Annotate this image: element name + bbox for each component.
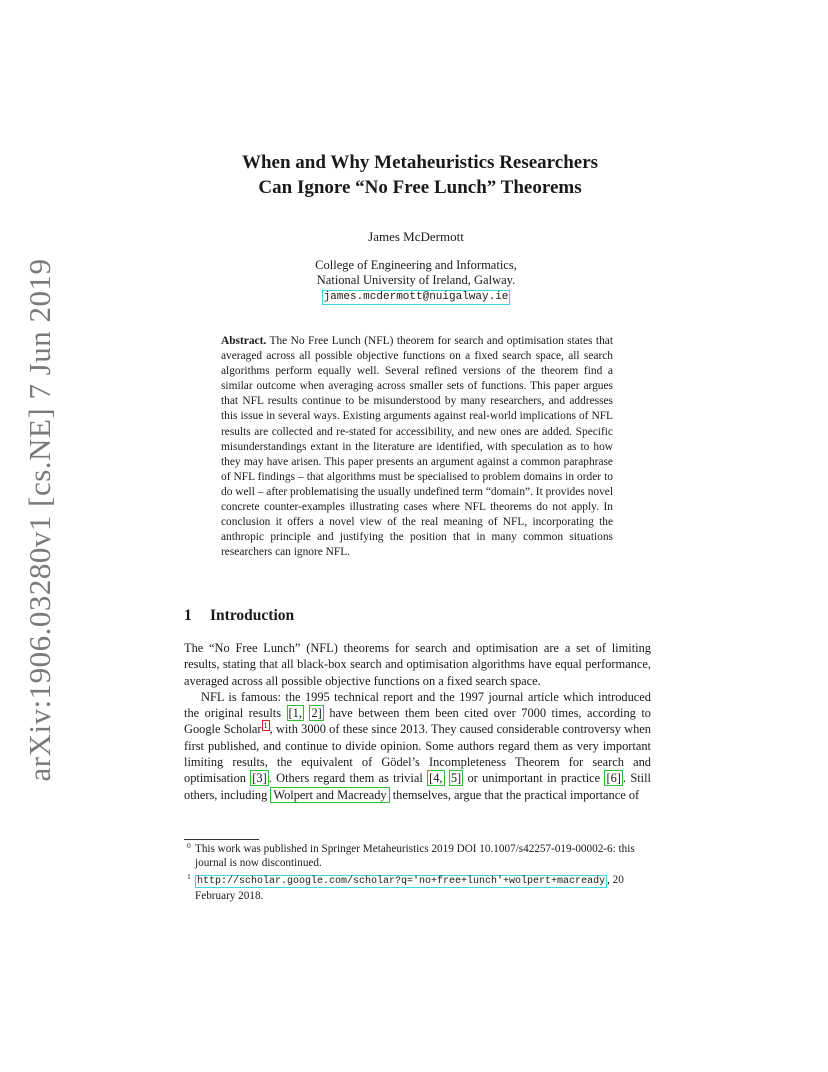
footnote-0 [184,842,652,871]
footnotes [184,842,652,905]
paragraph-2-text-c: , with 3000 of these since 2013. They caused considerable controversy when first published, and continue to divide opinion. Some authors regard them as very important limiting results, the equivalent of Gödel’s Incompleteness Theorem for search and optimisation [184,722,651,786]
abstract-heading: Abstract. [221,335,267,347]
affiliation-line-1: College of Engineering and Informatics, [315,258,517,272]
citation-link-5[interactable]: 5] [450,771,462,786]
footnote-url-link[interactable]: http://scholar.google.com/scholar?q='no+free+lunch'+wolpert+macready [197,875,606,887]
paragraph-2 [184,689,651,803]
footnote-0-text: This work was published in Springer Metaheuristics 2019 DOI 10.1007/s42257-019-00002-6: this journal is now discontinued. [195,843,635,870]
paragraph-2-text-a: NFL is famous: the 1995 technical report and the 1997 journal article which introduced the original results [184,689,651,721]
abstract-text: The No Free Lunch (NFL) theorem for search and optimisation states that averaged across all possible objective functions on a fixed search space, all search algorithms perform equally well. Several refined versions of the theorem find a similar outcome when averaging across smaller sets of functions. This paper argues that NFL results continue to be misunderstood by many researchers, and addresses this issue in several ways. Existing arguments against real-world implications of NFL results are collected and re-stated for accessibility, and new ones are added. Specific misunderstandings extant in the literature are identified, with speculation as to how they may have arisen. This paper presents an argument against a common paraphrase of NFL findings – that algorithms must be specialised to problem domains in order to do well – after problematising the usually undefined term “domain”. It provides novel concrete counter-examples illustrating cases where NFL theorems do not apply. In conclusion it offers a novel view of the real meaning of NFL, incorporating the anthropic principle and justifying the position that in many common situations researchers can ignore NFL. [221,335,613,559]
section-heading [184,607,294,625]
email-link[interactable]: james.mcdermott@nuigalway.ie [323,291,509,303]
paragraph-1: The “No Free Lunch” (NFL) theorems for search and optimisation are a set of limiting results, stating that all black-box search and optimisation algorithms have equal performance, averaged across all possible objective functions on a fixed search space. [184,641,651,688]
paragraph-2-text-f: . Still others, including [184,771,651,802]
footnote-ref-1[interactable]: 1 [263,721,268,731]
author-citation-link[interactable]: Wolpert and Macready [270,787,389,803]
title-line-1: When and Why Metaheuristics Researchers [241,152,599,173]
paragraph-2-text-d: . Others regard them as trivial [268,771,428,786]
footnote-1 [184,873,652,904]
footnote-1-tail: , 20 February 2018. [195,873,624,902]
paper-title [150,150,690,200]
citation-link-3[interactable]: [3] [252,771,267,786]
affiliation-block [0,258,828,305]
paragraph-2-text-g: themselves, argue that the practical importance of [389,787,640,802]
abstract [221,334,613,560]
citation-link-2[interactable]: 2] [311,706,322,721]
paragraph-2-text-b: have between them been cited over 7000 times, according to Google Scholar [184,706,651,737]
citation-link-4[interactable]: [4, [429,771,443,786]
paragraph-2-text-e: or unimportant in practice [463,771,605,786]
title-line-2: Can Ignore “No Free Lunch” Theorems [258,177,582,198]
footnote-divider [184,839,259,840]
footnote-0-mark: 0 [187,841,191,850]
body-text [184,640,651,803]
arxiv-identifier-stamp: arXiv:1906.03280v1 [cs.NE] 7 Jun 2019 [22,258,57,782]
section-number: 1 [184,607,192,624]
affiliation-line-2: National University of Ireland, Galway. [316,273,516,287]
footnote-1-mark: 1 [187,871,191,881]
author-name: James McDermott [368,229,464,244]
citation-link-1[interactable]: [1, [288,706,302,721]
citation-link-6[interactable]: [6] [606,771,621,786]
section-title: Introduction [210,607,295,624]
